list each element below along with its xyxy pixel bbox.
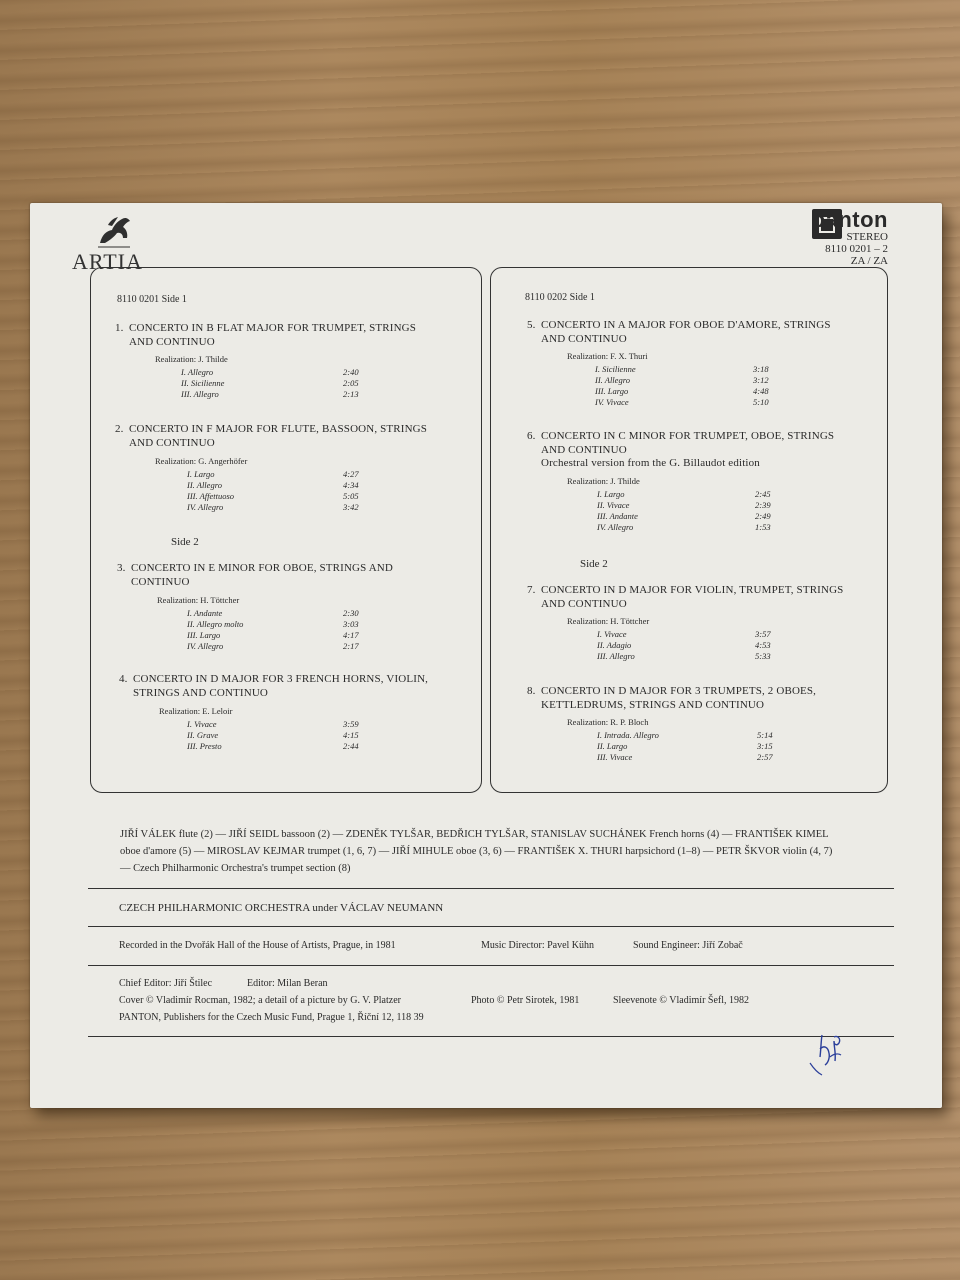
movement-name: I. Vivace — [187, 719, 217, 729]
movement-name: I. Sicilienne — [595, 364, 636, 374]
realization: Realization: G. Angerhöfer — [155, 456, 248, 466]
sound-engineer: Sound Engineer: Jiří Zobač — [633, 940, 743, 951]
concerto-title-line: CONCERTO IN D MAJOR FOR 3 TRUMPETS, 2 OBOES, — [541, 685, 817, 697]
sleevenote-credit: Sleevenote © Vladimír Šefl, 1982 — [613, 995, 750, 1006]
concerto-title-line: AND CONTINUO — [541, 332, 627, 345]
movement-name: IV. Allegro — [597, 522, 634, 532]
panton-name: panton — [811, 207, 888, 232]
concerto-title-line: AND CONTINUO — [541, 597, 627, 610]
concerto-number: 7. — [527, 584, 536, 596]
realization: Realization: H. Töttcher — [567, 616, 650, 626]
concerto-number: 8. — [527, 685, 536, 697]
movement-name: IV. Allegro — [187, 502, 224, 512]
realization: Realization: R. P. Bloch — [567, 717, 649, 727]
concerto-title-line: CONCERTO IN D MAJOR FOR VIOLIN, TRUMPET, STRINGS — [541, 584, 844, 596]
movement-time: 3:18 — [753, 364, 769, 374]
movement-name: II. Vivace — [597, 500, 630, 510]
concerto-title — [115, 423, 428, 450]
concerto-title — [527, 430, 835, 471]
movement-name: I. Largo — [187, 469, 215, 479]
movement-time: 5:10 — [753, 397, 769, 407]
movement-name: II. Allegro molto — [187, 619, 244, 629]
concerto-title-line: AND CONTINUO — [129, 436, 215, 449]
movement-name: II. Grave — [187, 730, 219, 740]
catalog-number: 8110 0201 – 2 — [825, 243, 888, 255]
cover-credit: Cover © Vladimír Rocman, 1982; a detail of a picture by G. V. Platzer — [119, 995, 401, 1006]
movement-name: I. Allegro — [181, 367, 214, 377]
side-2-label: Side 2 — [580, 558, 608, 570]
movement-time: 2:39 — [755, 500, 771, 510]
za-label: ZA / ZA — [850, 255, 888, 267]
side-2-label: Side 2 — [171, 536, 199, 548]
orchestra-credit: CZECH PHILHARMONIC ORCHESTRA under VÁCLAV NEUMANN — [119, 902, 444, 914]
movement-name: II. Allegro — [187, 480, 222, 490]
concerto-title-line: CONCERTO IN F MAJOR FOR FLUTE, BASSOON, STRINGS — [129, 423, 428, 435]
concerto-title-line: CONCERTO IN D MAJOR FOR 3 FRENCH HORNS, VIOLIN, — [133, 673, 429, 685]
movement-name: III. Allegro — [597, 651, 635, 661]
concerto-title-line: CONCERTO IN E MINOR FOR OBOE, STRINGS AND — [131, 562, 393, 574]
movement-time: 5:33 — [755, 651, 771, 661]
music-director: Music Director: Pavel Kühn — [481, 940, 595, 951]
movement-time: 2:44 — [343, 741, 359, 751]
movement-name: I. Largo — [597, 489, 625, 499]
performers-credits — [120, 826, 920, 877]
movement-time: 2:13 — [343, 389, 359, 399]
movement-time: 2:40 — [343, 367, 359, 377]
performers-line: oboe d'amore (5) — MIROSLAV KEJMAR trumpet (1, 6, 7) — JIŘÍ MIHULE oboe (3, 6) — FRANTIŠEK X. THURI harpsichord (1–8) — PETR ŠKVOR violin (4, 7) — [120, 846, 833, 857]
left-tracklist-panel — [90, 267, 482, 793]
movement-name: I. Intrada. Allegro — [597, 730, 659, 740]
performers-line: JIŘÍ VÁLEK flute (2) — JIŘÍ SEIDL bassoon (2) — ZDENĚK TYLŠAR, BEDŘICH TYLŠAR, STANISLAV SUCHÁNEK French horns (4) — FRANTIŠEK KIMEL — [120, 829, 829, 840]
artia-wordmark: ARTIA — [72, 249, 143, 274]
concerto-title-line: CONCERTO IN B FLAT MAJOR FOR TRUMPET, STRINGS — [129, 322, 417, 334]
movement-time: 3:42 — [343, 502, 359, 512]
realization: Realization: J. Thilde — [155, 354, 228, 364]
movement-name: III. Allegro — [181, 389, 219, 399]
panel-header: 8110 0201 Side 1 — [117, 294, 187, 305]
concerto-title — [527, 685, 817, 712]
movement-name: IV. Vivace — [595, 397, 629, 407]
movement-time: 4:17 — [343, 630, 359, 640]
movement-name: II. Largo — [597, 741, 628, 751]
divider — [88, 1036, 894, 1037]
publisher-credit: PANTON, Publishers for the Czech Music Fund, Prague 1, Říční 12, 118 39 — [119, 1012, 424, 1023]
divider — [88, 965, 894, 966]
realization: Realization: F. X. Thuri — [567, 351, 648, 361]
movement-name: I. Andante — [187, 608, 223, 618]
right-tracklist-panel — [490, 267, 888, 793]
movement-name: III. Largo — [187, 630, 221, 640]
recording-location: Recorded in the Dvořák Hall of the House of Artists, Prague, in 1981 — [119, 940, 396, 951]
realization: Realization: H. Töttcher — [157, 595, 240, 605]
movement-name: I. Vivace — [597, 629, 627, 639]
concerto-title — [527, 584, 844, 611]
movement-name: II. Allegro — [595, 375, 630, 385]
concerto-title — [119, 673, 429, 700]
movement-time: 2:45 — [755, 489, 771, 499]
stereo-label: STEREO — [846, 231, 888, 243]
concerto-number: 3. — [117, 562, 126, 574]
movement-time: 2:17 — [343, 641, 359, 651]
divider — [88, 926, 894, 927]
movement-name: III. Largo — [595, 386, 629, 396]
concerto-number: 1. — [115, 322, 124, 334]
artia-logo — [72, 213, 182, 273]
movement-time: 3:59 — [343, 719, 359, 729]
movement-name: II. Adagio — [597, 640, 632, 650]
concerto-number: 2. — [115, 423, 124, 435]
concerto-edition-note: Orchestral version from the G. Billaudot edition — [541, 457, 760, 469]
movement-name: III. Andante — [597, 511, 638, 521]
concerto-title-line: AND CONTINUO — [541, 443, 627, 456]
editor: Editor: Milan Beran — [247, 978, 328, 989]
performers-line: — Czech Philharmonic Orchestra's trumpet section (8) — [120, 863, 351, 874]
concerto-title — [117, 562, 393, 589]
movement-time: 4:27 — [343, 469, 359, 479]
movement-time: 4:53 — [755, 640, 771, 650]
concerto-title-line: KETTLEDRUMS, STRINGS AND CONTINUO — [541, 698, 765, 711]
photo-credit: Photo © Petr Sirotek, 1981 — [471, 995, 580, 1006]
concerto-number: 5. — [527, 319, 536, 331]
movement-name: III. Affettuoso — [187, 491, 235, 501]
concerto-title-line: CONCERTO IN C MINOR FOR TRUMPET, OBOE, STRINGS — [541, 430, 835, 442]
chief-editor: Chief Editor: Jiří Štilec — [119, 978, 213, 989]
movement-time: 2:49 — [755, 511, 771, 521]
movement-name: IV. Allegro — [187, 641, 224, 651]
handwritten-note-icon — [808, 1021, 848, 1081]
movement-time: 4:48 — [753, 386, 769, 396]
movement-time: 2:30 — [343, 608, 359, 618]
concerto-title — [527, 319, 831, 346]
concerto-title-line: STRINGS AND CONTINUO — [133, 686, 269, 699]
movement-time: 5:05 — [343, 491, 359, 501]
movement-name: II. Sicilienne — [181, 378, 225, 388]
movement-time: 3:03 — [343, 619, 359, 629]
horse-rider-icon — [92, 213, 136, 251]
concerto-title-line: CONCERTO IN A MAJOR FOR OBOE D'AMORE, STRINGS — [541, 319, 831, 331]
movement-time: 2:05 — [343, 378, 359, 388]
concerto-title — [115, 322, 417, 349]
movement-time: 2:57 — [757, 752, 773, 762]
concerto-title-line: AND CONTINUO — [129, 335, 215, 348]
realization: Realization: E. Leloir — [159, 706, 233, 716]
panel-header: 8110 0202 Side 1 — [525, 292, 595, 303]
movement-name: III. Vivace — [597, 752, 633, 762]
movement-time: 4:34 — [343, 480, 359, 490]
divider — [88, 888, 894, 889]
realization: Realization: J. Thilde — [567, 476, 640, 486]
movement-time: 3:15 — [757, 741, 773, 751]
movement-name: III. Presto — [187, 741, 222, 751]
concerto-number: 6. — [527, 430, 536, 442]
panton-block — [812, 209, 888, 267]
movement-time: 1:53 — [755, 522, 771, 532]
record-sleeve — [30, 203, 942, 1108]
movement-time: 3:57 — [755, 629, 771, 639]
concerto-title-line: CONTINUO — [131, 575, 190, 588]
movement-time: 4:15 — [343, 730, 359, 740]
movement-time: 3:12 — [753, 375, 769, 385]
concerto-number: 4. — [119, 673, 128, 685]
movement-time: 5:14 — [757, 730, 773, 740]
